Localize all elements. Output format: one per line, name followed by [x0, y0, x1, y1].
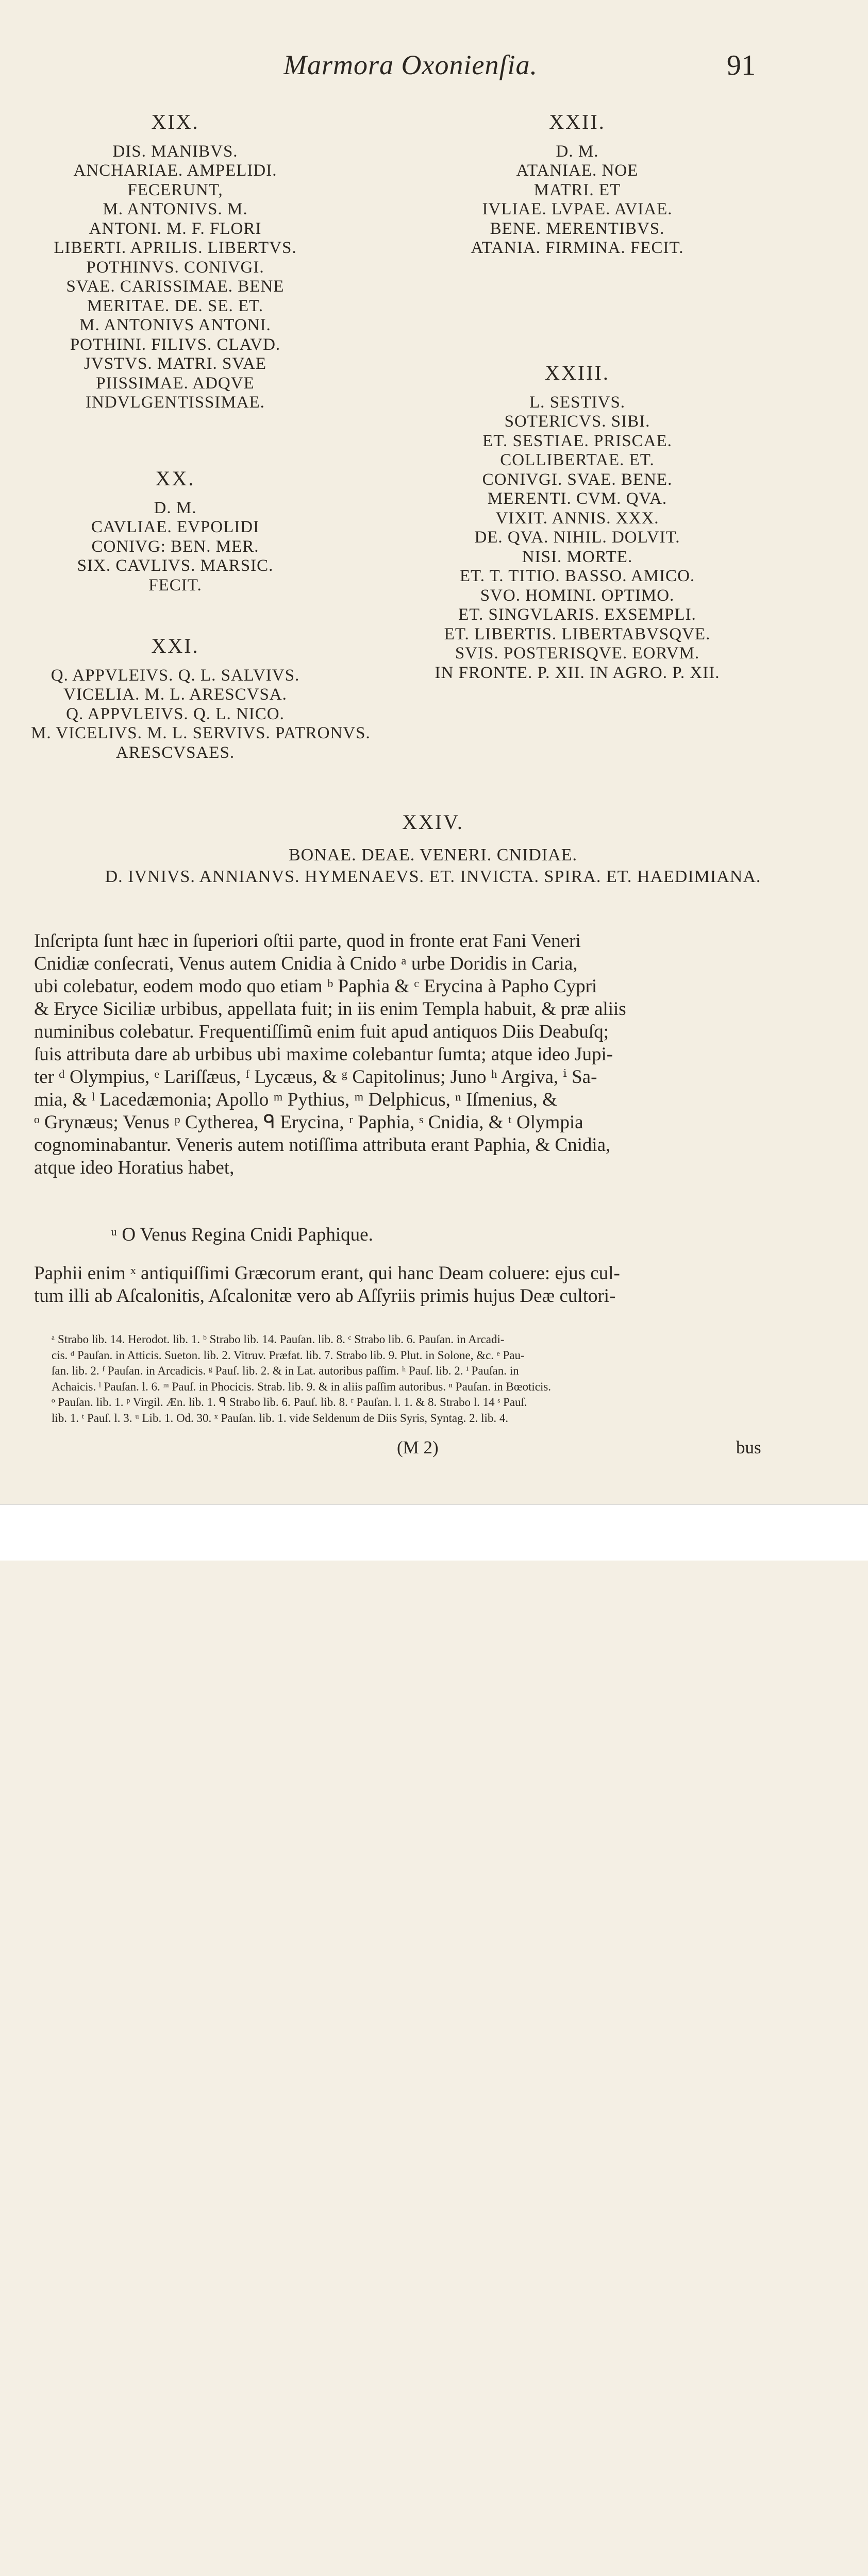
inscription-xxiv	[21, 811, 845, 888]
inscription-line: ATANIAE. NOE	[516, 161, 639, 180]
text-line: tum illi ab Aſcalonitis, Aſcalonitæ vero ab Aſſyriis primis hujus Deæ cultori-	[34, 1285, 616, 1307]
catchword: bus	[736, 1437, 761, 1458]
footnotes	[52, 1332, 768, 1426]
inscription-line: POTHINVS. CONIVGI.	[86, 258, 264, 277]
inscription-xxii	[428, 112, 727, 258]
inscription-xx	[41, 469, 309, 595]
inscription-line: M. ANTONIVS. M.	[103, 200, 248, 218]
inscription-line: FECERUNT,	[127, 180, 223, 199]
commentary-closing	[34, 1262, 766, 1308]
inscription-line: JVSTVS. MATRI. SVAE	[84, 354, 266, 373]
text-line: ubi colebatur, eodem modo quo etiam ᵇ Paphia & ᶜ Erycina à Papho Cypri	[34, 976, 597, 997]
inscription-line: CAVLIAE. EVPOLIDI	[91, 518, 260, 536]
inscription-line: D. M.	[154, 498, 197, 517]
inscription-line: SVO. HOMINI. OPTIMO.	[480, 586, 675, 605]
inscription-line: BONAE. DEAE. VENERI. CNIDIAE.	[288, 845, 578, 865]
inscription-line: Q. APPVLEIVS. Q. L. NICO.	[66, 704, 285, 723]
inscription-line: VICELIA. M. L. ARESCVSA.	[63, 685, 287, 704]
text-line: ᵒ Grynæus; Venus ᵖ Cytherea, ᑫ Erycina, ʳ Paphia, ˢ Cnidia, & ᵗ Olympia	[34, 1112, 583, 1133]
footnote-line: Achaicis. ˡ Pauſan. l. 6. ᵐ Pauſ. in Phocicis. Strab. lib. 9. & in aliis paſſim autoribus. ⁿ Pauſan. in Bœoticis.	[52, 1380, 552, 1393]
inscription-line: M. ANTONIVS ANTONI.	[79, 316, 271, 334]
text-line: & Eryce Siciliæ urbibus, appellata fuit; in iis enim Templa habuit, & præ aliis	[34, 998, 626, 1020]
inscription-heading: XXIII.	[545, 361, 610, 384]
footnote-line: ᵃ Strabo lib. 14. Herodot. lib. 1. ᵇ Strabo lib. 14. Pauſan. lib. 8. ᶜ Strabo lib. 6. Pauſan. in Arcadi-	[52, 1333, 505, 1346]
inscription-line: NISI. MORTE.	[522, 547, 633, 566]
inscription-xix	[41, 112, 309, 413]
inscription-line: ET. LIBERTIS. LIBERTABVSQVE.	[444, 624, 711, 643]
inscription-heading: XXIV.	[402, 810, 464, 834]
footnote-line: ᵒ Pauſan. lib. 1. ᵖ Virgil. Æn. lib. 1. ᑫ Strabo lib. 6. Pauſ. lib. 8. ʳ Pauſan. l. 1. & 8. Strabo l. 14 ˢ Pauſ.	[52, 1396, 527, 1409]
inscription-line: SOTERICVS. SIBI.	[504, 412, 650, 431]
inscription-line: MERITAE. DE. SE. ET.	[87, 296, 264, 315]
inscription-line: PIISSIMAE. ADQVE	[96, 374, 255, 393]
inscription-line: SVIS. POSTERISQVE. EORVM.	[455, 644, 700, 663]
inscription-line: ET. SINGVLARIS. EXSEMPLI.	[458, 605, 696, 624]
page-number: 91	[727, 49, 756, 81]
text-line: Paphii enim ˣ antiquiſſimi Græcorum erant, qui hanc Deam coluere: ejus cul-	[34, 1263, 620, 1284]
footnote-line: lib. 1. ᵗ Pauſ. l. 3. ᵘ Lib. 1. Od. 30. ˣ Pauſan. lib. 1. vide Seldenum de Diis Syris, Syntag. 2. lib. 4.	[52, 1411, 509, 1425]
inscription-line: DE. QVA. NIHIL. DOLVIT.	[474, 528, 680, 547]
inscription-line: LIBERTI. APRILIS. LIBERTVS.	[54, 239, 297, 257]
inscription-line: IN FRONTE. P. XII. IN AGRO. P. XII.	[435, 663, 720, 682]
inscription-line: D. M.	[556, 142, 599, 161]
inscription-line: FECIT.	[148, 575, 202, 595]
inscription-line: INDVLGENTISSIMAE.	[86, 393, 265, 412]
inscription-line: SVAE. CARISSIMAE. BENE	[66, 277, 285, 296]
inscription-line: M. VICELIVS. M. L. SERVIVS. PATRONVS.	[31, 724, 371, 742]
inscription-line: ET. T. TITIO. BASSO. AMICO.	[459, 567, 695, 585]
inscription-heading: XX.	[155, 467, 195, 490]
running-title: Marmora Oxonienſia.	[283, 49, 538, 80]
inscription-line: D. IVNIVS. ANNIANVS. HYMENAEVS. ET. INVICTA. SPIRA. ET. HAEDIMIANA.	[105, 867, 761, 886]
inscription-line: ARESCVSAES.	[115, 743, 235, 762]
inscription-line: COLLIBERTAE. ET.	[500, 451, 655, 469]
commentary-paragraph	[34, 930, 766, 1179]
inscription-xxi	[31, 634, 371, 762]
inscription-heading: XXI.	[151, 634, 199, 657]
text-line: atque ideo Horatius habet,	[34, 1157, 235, 1178]
inscription-line: SIX. CAVLIVS. MARSIC.	[77, 556, 274, 575]
inscription-line: MATRI. ET	[533, 180, 621, 199]
inscription-line: BENE. MERENTIBVS.	[490, 219, 665, 238]
inscription-line: CONIVG: BEN. MER.	[91, 537, 259, 556]
inscription-line: ANTONI. M. F. FLORI	[89, 219, 262, 238]
inscription-xxiii	[407, 363, 747, 683]
inscription-line: DIS. MANIBVS.	[112, 142, 238, 161]
text-line: ter ᵈ Olympius, ᵉ Lariſſæus, ᶠ Lycæus, & ᵍ Capitolinus; Juno ʰ Argiva, ⁱ Sa-	[34, 1066, 597, 1088]
inscription-line: CONIVGI. SVAE. BENE.	[482, 470, 673, 489]
horace-quotation: ᵘ O Venus Regina Cnidi Paphique.	[111, 1224, 373, 1245]
inscription-line: L. SESTIVS.	[529, 393, 626, 412]
inscription-line: ANCHARIAE. AMPELIDI.	[73, 161, 277, 180]
inscription-heading: XIX.	[151, 110, 199, 133]
inscription-line: IVLIAE. LVPAE. AVIAE.	[482, 200, 673, 218]
library-footer	[0, 1504, 868, 1561]
footnote-line: cis. ᵈ Pauſan. in Atticis. Sueton. lib. 2. Vitruv. Præfat. lib. 7. Strabo lib. 9. Plut. in Solone, &c. ᵉ Pau-	[52, 1348, 525, 1362]
inscription-line: VIXIT. ANNIS. XXX.	[495, 509, 659, 528]
text-line: ſuis attributa dare ab urbibus ubi maxime colebantur ſumta; atque ideo Jupi-	[34, 1044, 613, 1065]
inscription-line: Q. APPVLEIVS. Q. L. SALVIVS.	[51, 666, 300, 685]
inscription-line: ATANIA. FIRMINA. FECIT.	[471, 239, 684, 257]
inscription-line: ET. SESTIAE. PRISCAE.	[482, 431, 672, 450]
running-head	[0, 49, 868, 85]
text-line: Cnidiæ conſecrati, Venus autem Cnidia à Cnido ᵃ urbe Doridis in Caria,	[34, 953, 578, 974]
text-line: cognominabantur. Veneris autem notiſſima attributa erant Paphia, & Cnidia,	[34, 1134, 611, 1156]
inscription-line: POTHINI. FILIVS. CLAVD.	[70, 335, 281, 354]
signature-mark: (M 2)	[397, 1437, 439, 1458]
footnote-line: ſan. lib. 2. ᶠ Pauſan. in Arcadicis. ᵍ Pauſ. lib. 2. & in Lat. autoribus paſſim. ʰ Pauſ. lib. 2. ⁱ Pauſan. in	[52, 1364, 519, 1377]
text-line: mia, & ˡ Lacedæmonia; Apollo ᵐ Pythius, ᵐ Delphicus, ⁿ Iſmenius, &	[34, 1089, 557, 1110]
text-line: numinibus colebatur. Frequentiſſimũ enim fuit apud antiquos Diis Deabuſq;	[34, 1021, 609, 1042]
text-line: Inſcripta ſunt hæc in ſuperiori oſtii parte, quod in fronte erat Fani Veneri	[34, 930, 581, 952]
inscription-heading: XXII.	[549, 110, 606, 133]
inscription-line: MERENTI. CVM. QVA.	[487, 489, 667, 508]
